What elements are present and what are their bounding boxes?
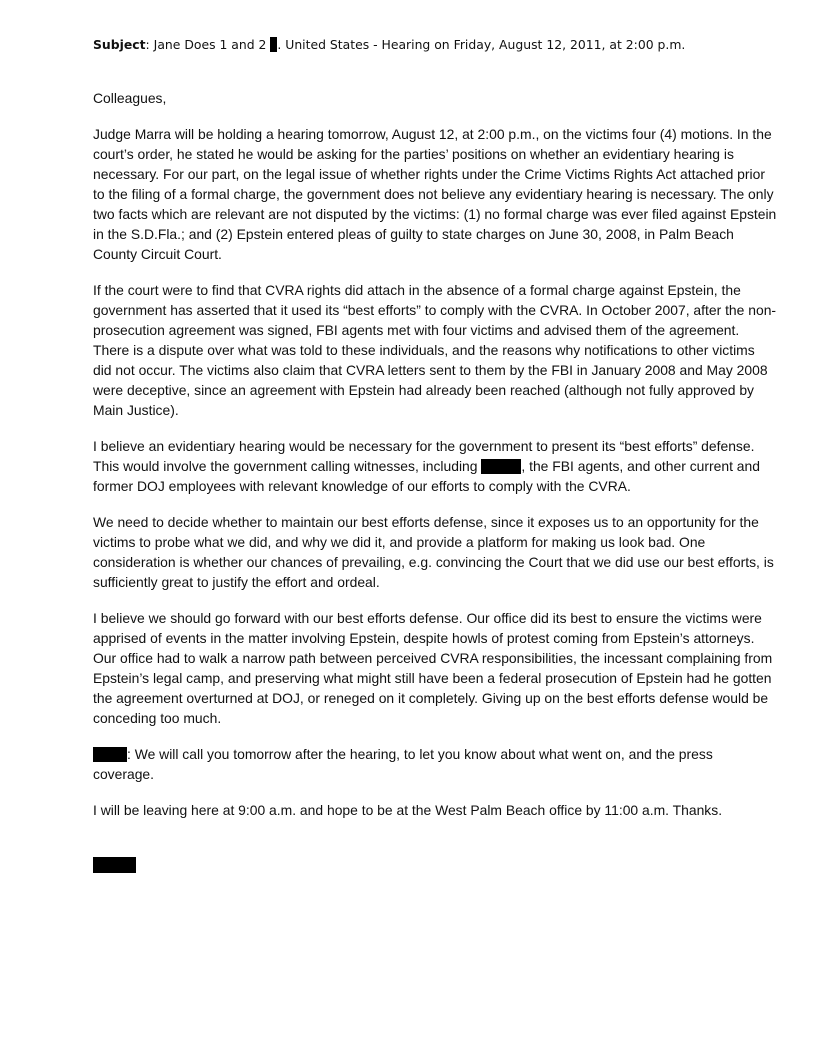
paragraph-travel: I will be leaving here at 9:00 a.m. and hope to be at the West Palm Beach office by 11:00 a.m. Thanks. xyxy=(93,802,723,818)
signature-redaction-block xyxy=(93,857,136,873)
paragraph-best-efforts: If the court were to find that CVRA rights did attach in the absence of a formal charge against Epstein, the government has asserted that it used its “best efforts” to comply with the CVRA. In October 2007, after the non-prosecution agreement was signed, FBI agents met with four victims and advised them of the agreement. There is a dispute over what was told to these individuals, and the reasons why notifications to other victims did not occur. The victims also claim that CVRA letters sent to them by the FBI in January 2008 and May 2008 were deceptive, since an agreement with Epstein had already been reached (although not fully approved by Main Justice). xyxy=(93,282,777,418)
paragraph-evidentiary-hearing xyxy=(93,436,777,496)
subject-colon: : xyxy=(145,37,154,52)
greeting: Colleagues, xyxy=(93,90,167,106)
paragraph-text: : We will call you tomorrow after the hearing, to let you know about what went on, and the press coverage. xyxy=(93,746,713,782)
email-body xyxy=(93,88,777,836)
paragraph-text: I believe an evidentiary hearing would be necessary for the government to present its “best efforts” defense. This would involve the government calling witnesses, including xyxy=(93,438,755,474)
subject-text-start: Jane Does 1 and 2 xyxy=(153,37,271,52)
paragraph-addressee-note xyxy=(93,744,777,784)
paragraph-decision: We need to decide whether to maintain our best efforts defense, since it exposes us to an opportunity for the victims to probe what we did, and why we did it, and provide a platform for making us look bad. One consideration is whether our chances of prevailing, e.g. convincing the Court that we did use our best efforts, is sufficiently great to justify the effort and ordeal. xyxy=(93,514,774,590)
paragraph-recommendation: I believe we should go forward with our best efforts defense. Our office did its best to ensure the victims were apprised of events in the matter involving Epstein, despite howls of protest coming from Epstein’s attorneys. Our office had to walk a narrow path between perceived CVRA responsibilities, the incessant complaining from Epstein’s legal camp, and preserving what might still have been a federal prosecution of Epstein had he gotten the agreement overturned at DOJ, or reneged on it completely. Giving up on the best efforts defense would be conceding too much. xyxy=(93,610,773,726)
subject-text-end: . United States - Hearing on Friday, August 12, 2011, at 2:00 p.m. xyxy=(277,37,686,52)
redaction-block xyxy=(481,459,521,474)
redaction-block xyxy=(93,747,127,762)
subject-label: Subject xyxy=(93,37,146,52)
paragraph-hearing: Judge Marra will be holding a hearing tomorrow, August 12, at 2:00 p.m., on the victims four (4) motions. In the court’s order, he stated he would be asking for the parties’ positions on whether an evidentiary hearing is necessary. For our part, on the legal issue of whether rights under the Crime Victims Rights Act attached prior to the filing of a formal charge, the government does not believe any evidentiary hearing is necessary. The only two facts which are relevant are not disputed by the victims: (1) no formal charge was ever filed against Epstein in the S.D.Fla.; and (2) Epstein entered pleas of guilty to state charges on June 30, 2008, in Palm Beach County Circuit Court. xyxy=(93,126,777,262)
paragraph-text: , the FBI agents, and other current and former DOJ employees with relevant knowledge of our efforts to comply with the CVRA. xyxy=(93,458,760,494)
subject-line xyxy=(93,37,793,53)
